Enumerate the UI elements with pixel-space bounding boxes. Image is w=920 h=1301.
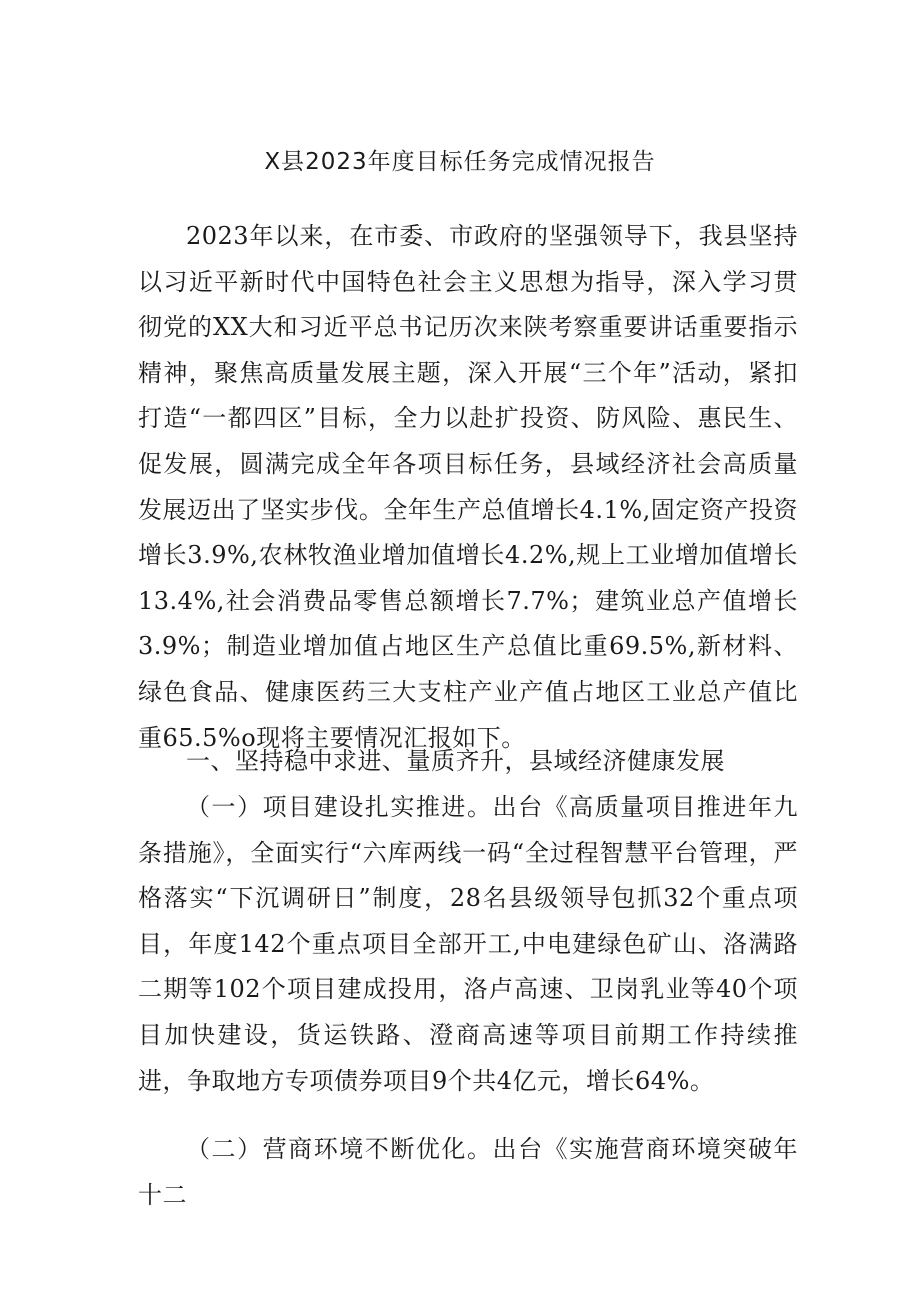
subsection-paragraph-2: （二）营商环境不断优化。出台《实施营商环境突破年十二: [138, 1135, 798, 1209]
document-title: X县2023年度目标任务完成情况报告: [264, 149, 656, 175]
intro-paragraph: 2023年以来，在市委、市政府的坚强领导下，我县坚持以习近平新时代中国特色社会主义思想为指导，深入学习贯彻党的XX大和习近平总书记历次来陕考察重要讲话重要指示精神，聚焦高质量发展主题，深入开展“三个年”活动，紧扣打造“一都四区”目标，全力以赴扩投资、防风险、惠民生、促发展，圆满完成全年各项目标任务，县域经济社会高质量发展迈出了坚实步伐。全年生产总值增长4.1%,固定资产投资增长3.9%,农林牧渔业增加值增长4.2%,规上工业增加值增长13.4%,社会消费品零售总额增长7.7%；建筑业总产值增长3.9%；制造业增加值占地区生产总值比重69.5%,新材料、绿色食品、健康医药三大支柱产业产值占地区工业总产值比重65.5%o现将主要情况汇报如下。: [138, 222, 798, 752]
section-heading-1: 一、坚持稳中求进、量质齐升，县域经济健康发展: [186, 747, 725, 775]
subsection-paragraph-1: （一）项目建设扎实推进。出台《高质量项目推进年九条措施》，全面实行“六库两线一码“全过程智慧平台管理，严格落实“下沉调研日”制度，28名县级领导包抓32个重点项目，年度142个重点项目全部开工,中电建绿色矿山、洛满路二期等102个项目建成投用，洛卢高速、卫岗乳业等40个项目加快建设，货运铁路、澄商高速等项目前期工作持续推进，争取地方专项债券项目9个共4亿元，增长64%。: [138, 793, 798, 1095]
